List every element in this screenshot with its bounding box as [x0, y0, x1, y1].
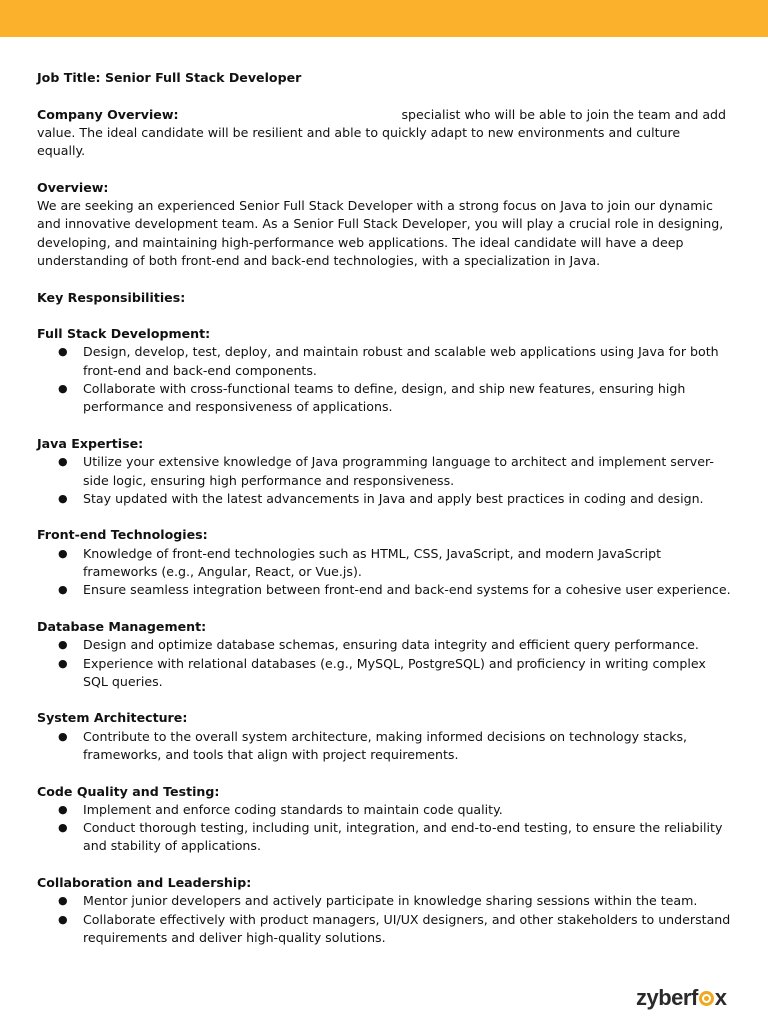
responsibility-section	[37, 526, 732, 599]
responsibility-section	[37, 709, 732, 764]
logo-text-end: x	[714, 985, 727, 1010]
bullet-item	[37, 636, 732, 654]
responsibility-section	[37, 783, 732, 856]
bullet-item	[37, 801, 732, 819]
bullet-item	[37, 892, 732, 910]
company-overview-label: Company Overview:	[37, 106, 179, 122]
bullet-text: Conduct thorough testing, including unit, integration, and end-to-end testing, to ensure the reliability and stability of applications.	[83, 820, 723, 854]
section-heading: Front-end Technologies:	[37, 527, 208, 543]
bullet-item	[37, 380, 732, 417]
bullet-icon: ●	[58, 546, 68, 560]
bullet-item	[37, 490, 732, 508]
bullet-icon: ●	[58, 821, 68, 835]
section-heading: Collaboration and Leadership:	[37, 875, 252, 891]
bullet-list	[37, 892, 732, 947]
section-heading: Code Quality and Testing:	[37, 783, 220, 799]
bullet-item	[37, 453, 732, 490]
bullet-text: Ensure seamless integration between front-end and back-end systems for a cohesive user experience.	[83, 582, 731, 598]
key-responsibilities-heading: Key Responsibilities:	[37, 289, 186, 305]
section-heading: Full Stack Development:	[37, 326, 211, 342]
bullet-list	[37, 728, 732, 765]
responsibility-section	[37, 435, 732, 508]
section-heading: Java Expertise:	[37, 435, 144, 451]
bullet-list	[37, 343, 732, 416]
bullet-icon: ●	[58, 491, 68, 505]
bullet-text: Collaborate effectively with product managers, UI/UX designers, and other stakeholders to understand requirements and deliver high-quality solutions.	[83, 911, 731, 945]
bullet-icon: ●	[58, 455, 68, 469]
bullet-item	[37, 819, 732, 856]
company-overview	[37, 106, 732, 161]
responsibility-section	[37, 325, 732, 416]
bullet-list	[37, 453, 732, 508]
bullet-item	[37, 343, 732, 380]
bullet-icon: ●	[58, 894, 68, 908]
bullet-item	[37, 655, 732, 692]
bullet-text: Utilize your extensive knowledge of Java programming language to architect and implement server-side logic, ensuring high performance and responsiveness.	[83, 454, 714, 488]
gear-icon	[699, 991, 714, 1006]
bullet-icon: ●	[58, 729, 68, 743]
company-overview-text-first: specialist who will be able to join the team and add	[401, 106, 727, 122]
bullet-icon: ●	[58, 656, 68, 670]
overview-label: Overview:	[37, 179, 109, 195]
bullet-text: Mentor junior developers and actively participate in knowledge sharing sessions within the team.	[83, 893, 698, 909]
bullet-icon: ●	[58, 912, 68, 926]
bullet-icon: ●	[58, 583, 68, 597]
bullet-text: Implement and enforce coding standards to maintain code quality.	[83, 801, 503, 817]
header-bar	[0, 0, 768, 37]
bullet-text: Stay updated with the latest advancements in Java and apply best practices in coding and design.	[83, 490, 704, 506]
bullet-icon: ●	[58, 802, 68, 816]
responsibility-sections	[37, 325, 732, 947]
bullet-list	[37, 801, 732, 856]
bullet-list	[37, 545, 732, 600]
job-description	[37, 69, 732, 966]
bullet-list	[37, 636, 732, 691]
bullet-text: Contribute to the overall system architecture, making informed decisions on technology stacks, frameworks, and tools that align with project requirements.	[83, 728, 688, 762]
bullet-text: Experience with relational databases (e.g., MySQL, PostgreSQL) and proficiency in writing complex SQL queries.	[83, 655, 706, 689]
bullet-item	[37, 545, 732, 582]
bullet-icon: ●	[58, 638, 68, 652]
responsibility-section	[37, 618, 732, 691]
logo-text-start: zyberf	[636, 985, 698, 1010]
overview-text: We are seeking an experienced Senior Full Stack Developer with a strong focus on Java to join our dynamic and innovative development team. As a Senior Full Stack Developer, you will play a crucial role in designing, developing, and maintaining high-performance web applications. The ideal candidate will have a deep understanding of both front-end and back-end technologies, with a specialization in Java.	[37, 198, 724, 268]
responsibility-section	[37, 874, 732, 947]
section-heading: Database Management:	[37, 618, 207, 634]
bullet-icon: ●	[58, 382, 68, 396]
section-heading: System Architecture:	[37, 710, 188, 726]
bullet-item	[37, 728, 732, 765]
bullet-text: Design and optimize database schemas, ensuring data integrity and efficient query performance.	[83, 637, 699, 653]
company-overview-text: value. The ideal candidate will be resilient and able to quickly adapt to new environments and culture equally.	[37, 124, 681, 159]
zyberfox-logo	[636, 983, 746, 1013]
bullet-text: Design, develop, test, deploy, and maintain robust and scalable web applications using Java for both front-end and back-end components.	[83, 344, 719, 378]
job-title: Job Title: Senior Full Stack Developer	[37, 70, 302, 85]
bullet-item	[37, 581, 732, 599]
bullet-text: Collaborate with cross-functional teams to define, design, and ship new features, ensuring high performance and responsiveness of applications.	[83, 381, 686, 415]
bullet-text: Knowledge of front-end technologies such as HTML, CSS, JavaScript, and modern JavaScript frameworks (e.g., Angular, React, or Vue.js).	[83, 545, 662, 580]
bullet-item	[37, 911, 732, 948]
overview	[37, 179, 732, 270]
bullet-icon: ●	[58, 345, 68, 359]
